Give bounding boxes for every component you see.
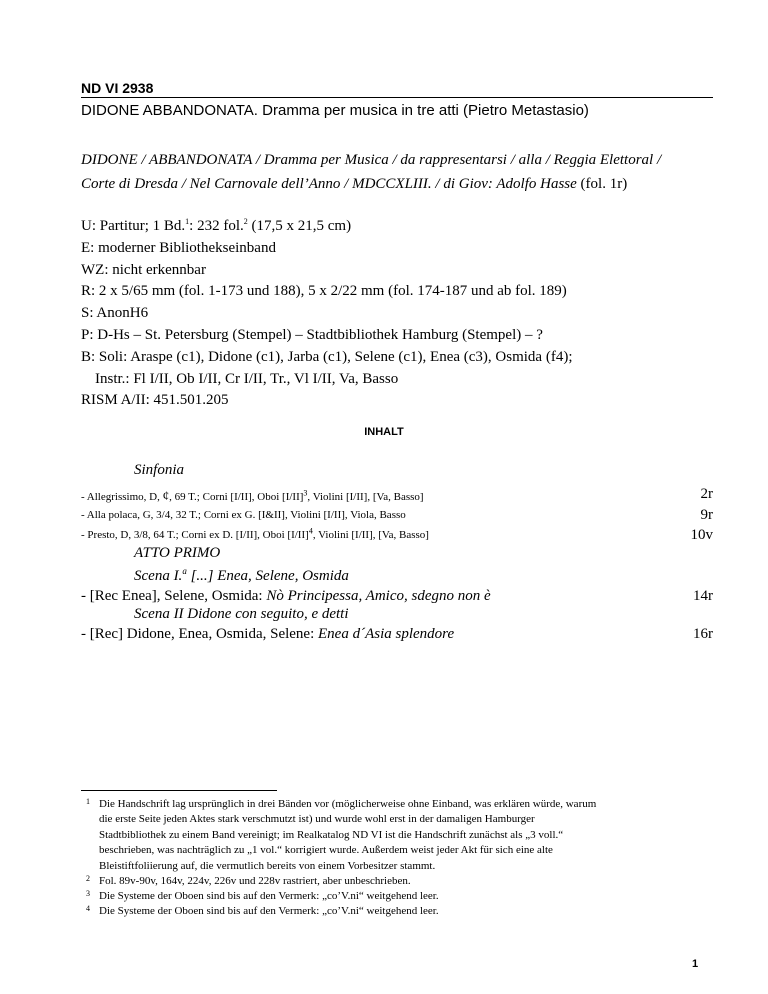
footnote-2-number: 2	[86, 874, 90, 883]
toc-atto-primo: ATTO PRIMO	[134, 545, 221, 561]
title-line-2-italic: Corte di Dresda / Nel Carnovale dell’Anno / MDCCXLIII. / di Giov: Adolfo Hasse	[81, 176, 577, 192]
meta-wasserzeichen: WZ: nicht erkennbar	[81, 261, 206, 278]
toc-row-rec-enea-text: - [Rec Enea], Selene, Osmida: Nò Principessa, Amico, sdegno non è	[81, 588, 491, 604]
meta-provenienz: P: D-Hs – St. Petersburg (Stempel) – Stadtbibliothek Hamburg (Stempel) – ?	[81, 326, 543, 343]
toc-row-rec-didone-text: - [Rec] Didone, Enea, Osmida, Selene: Enea d´Asia splendore	[81, 626, 455, 642]
toc-row-rec-enea-folio: 14r	[693, 588, 713, 604]
title-page-transcription	[81, 148, 721, 196]
toc-sinfonia-heading: Sinfonia	[134, 462, 185, 478]
inhalt-heading: INHALT	[364, 426, 404, 438]
toc-row-allegrissimo-text: - Allegrissimo, D, ¢, 69 T.; Corni [I/II], Oboi [I/II]$^3$, Violini [I/II], [Va, Basso]	[81, 488, 424, 503]
toc-row-presto	[81, 527, 713, 547]
meta-umfang-suffix: (17,5 x 21,5 cm)	[247, 218, 352, 234]
title-line-1: DIDONE / ABBANDONATA / Dramma per Musica / da rappresentarsi / alla / Reggia Elettoral /	[81, 152, 662, 168]
toc-scena-1: Scena I.$^a$ [...] Enea, Selene, Osmida	[134, 566, 349, 584]
footnote-separator	[81, 790, 277, 791]
footnote-4	[86, 904, 726, 919]
page-number: 1	[692, 958, 699, 970]
toc-row-rec-didone-folio: 16r	[693, 626, 713, 642]
toc-scena-2: Scena II Didone con seguito, e detti	[134, 606, 349, 622]
footnote-ref-4[interactable]: 4	[308, 526, 313, 536]
footnote-2	[86, 874, 726, 889]
toc-row-alla-polaca	[81, 507, 713, 527]
footnote-ref-1[interactable]: 1	[185, 217, 190, 226]
footnote-2-body: Fol. 89v-90v, 164v, 224v, 226v und 228v rastriert, aber unbeschrieben.	[99, 875, 411, 887]
footnote-ref-3[interactable]: 3	[303, 488, 308, 498]
toc-row-allegrissimo-folio: 2r	[700, 486, 713, 502]
meta-besetzung-soli: B: Soli: Araspe (c1), Didone (c1), Jarba (c1), Selene (c1), Enea (c3), Osmida (f4);	[81, 348, 573, 365]
toc-row-presto-folio: 10v	[690, 527, 713, 543]
metadata-block	[81, 216, 741, 412]
footnote-ref-2[interactable]: 2	[243, 217, 248, 226]
meta-einband: E: moderner Bibliothekseinband	[81, 239, 276, 256]
footnote-3	[86, 889, 726, 904]
toc-row-rec-enea	[81, 588, 713, 608]
document-title: DIDONE ABBANDONATA. Dramma per musica in tre atti (Pietro Metastasio)	[81, 102, 589, 119]
footnote-4-body: Die Systeme der Oboen sind bis auf den Vermerk: „co’V.ni“ weitgehend leer.	[99, 905, 439, 917]
title-line-2-folio: (fol. 1r)	[576, 176, 628, 192]
toc-row-allegrissimo	[81, 486, 713, 506]
meta-umfang	[81, 216, 741, 238]
toc-row-rec-didone	[81, 626, 713, 646]
footnote-1	[86, 797, 726, 874]
meta-besetzung-instr: Instr.: Fl I/II, Ob I/II, Cr I/II, Tr., Vl I/II, Va, Basso	[95, 370, 399, 387]
toc-row-alla-polaca-text: - Alla polaca, G, 3/4, 32 T.; Corni ex G. [I&II], Violini [I/II], Viola, Basso	[81, 509, 406, 521]
meta-schreiber: S: AnonH6	[81, 305, 149, 322]
meta-rism: RISM A/II: 451.501.205	[81, 392, 229, 409]
title-line-2	[81, 172, 721, 196]
footnote-3-body: Die Systeme der Oboen sind bis auf den Vermerk: „co’V.ni“ weitgehend leer.	[99, 890, 439, 902]
toc-row-alla-polaca-folio: 9r	[700, 507, 713, 523]
meta-rastrierung: R: 2 x 5/65 mm (fol. 1-173 und 188), 5 x 2/22 mm (fol. 174-187 und ab fol. 189)	[81, 283, 567, 300]
signature: ND VI 2938	[81, 80, 154, 96]
footnote-1-body: Die Handschrift lag ursprünglich in drei Bänden vor (möglicherweise ohne Einband, was erklären würde, warum die erste Seite jeden Aktes stark verschmutzt ist) und wurde wohl erst in der damaligen Hamburger Stadtbibliothek zu einem Band vereinigt; im Realkatalog ND VI ist die Handschrift zunächst als „3 voll.“ beschrieben, was nachträglich zu „1 vol.“ korrigiert wurde. Außerdem weist jeder Akt für sich eine alte Bleistiftfoliierung auf, die vermutlich bereits von einem Vorbesitzer stammt.	[99, 798, 597, 872]
footnote-4-number: 4	[86, 904, 90, 913]
footnote-3-number: 3	[86, 889, 90, 898]
footnote-1-number: 1	[86, 797, 90, 806]
meta-umfang-mid: : 232 fol.	[189, 218, 244, 234]
meta-umfang-prefix: U: Partitur; 1 Bd.	[81, 218, 186, 234]
toc-row-presto-text: - Presto, D, 3/8, 64 T.; Corni ex D. [I/II], Oboi [I/II]$^4$, Violini [I/II], [Va, Basso]	[81, 526, 429, 541]
header-rule	[81, 97, 713, 98]
